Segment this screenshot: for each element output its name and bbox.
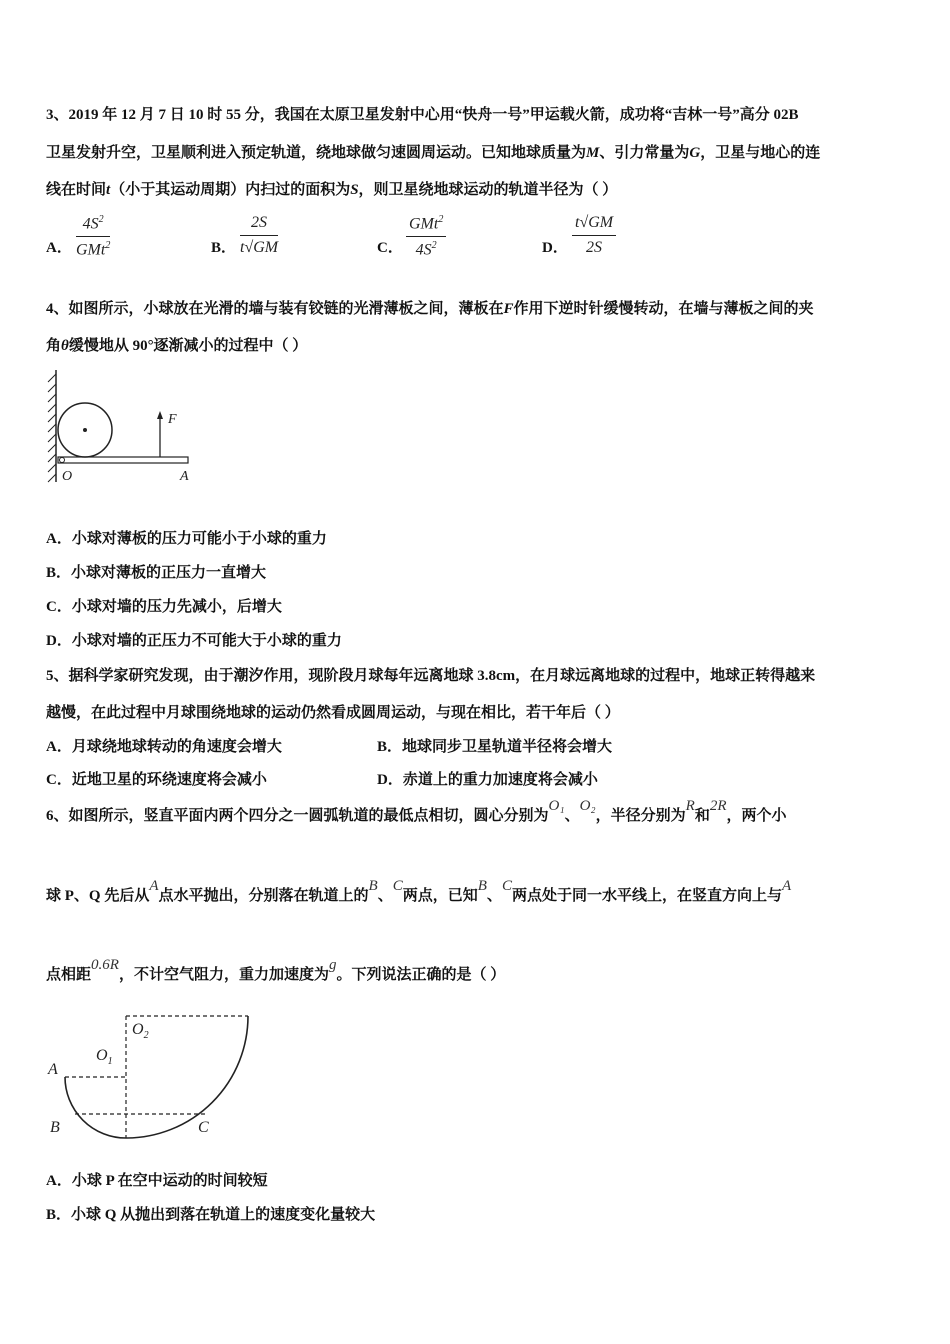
q3-line-2	[46, 141, 820, 162]
q3-line-3-text-a: 线在时间	[46, 182, 107, 198]
q6-line-3-text-a: 点相距	[46, 967, 92, 983]
q4-wall-hatching	[48, 374, 56, 482]
q6-line-2	[46, 878, 792, 905]
q3-option-c-formula	[406, 214, 446, 260]
q4-var-F: F	[503, 301, 514, 317]
q3-line-2-text-a: 卫星发射升空，卫星顺利进入预定轨道，绕地球做匀速圆周运动。已知地球质量为	[46, 145, 587, 161]
q3-option-a-num-exp: 2	[98, 214, 104, 225]
q3-option-d-letter: D．	[542, 240, 568, 256]
q3-option-c-denominator: 4S	[415, 241, 432, 259]
q6-line-2-text-b: 点水平抛出，分别落在轨道上的	[158, 888, 369, 904]
q3-var-M: M	[586, 145, 600, 161]
q6-label-B: B	[50, 1119, 60, 1136]
q3-option-c-numerator: GMt	[409, 215, 439, 233]
q4-figure	[44, 366, 204, 488]
q6-label-C: C	[198, 1119, 209, 1136]
q3-line-2-text-c: ，卫星与地心的连	[700, 145, 821, 161]
q6-var-R: R	[685, 798, 695, 814]
q3-line-2-text-b: 、引力常量为	[599, 145, 690, 161]
q6-line-2-sep-2: 、	[486, 888, 502, 904]
q5-option-a: A．月球绕地球转动的角速度会增大	[46, 739, 282, 755]
q6-var-B: B	[368, 878, 378, 894]
q3-var-t: t	[106, 182, 111, 198]
q4-line-1-text-b: 作用下逆时针缓慢转动，在墙与薄板之间的夹	[513, 301, 814, 317]
q3-option-d-denominator: 2S	[586, 239, 603, 256]
q6-line-3-text-b: ，不计空气阻力，重力加速度为	[118, 967, 329, 983]
q5-line-1: 5、据科学家研究发现，由于潮汐作用，现阶段月球每年远离地球 3.8cm，在月球远离地球的过程中，地球正转得越来	[46, 668, 816, 684]
q3-option-c-letter: C．	[377, 240, 403, 256]
q3-var-G: G	[689, 145, 701, 161]
q3-option-b-letter: B．	[211, 240, 237, 256]
q3-line-3	[46, 178, 617, 199]
q6-var-O1: O₁	[548, 798, 565, 814]
q6-line-1-sep: 、	[564, 808, 580, 824]
q3-option-a-formula	[76, 214, 110, 260]
q6-line-2-text-d: 两点处于同一水平线上，在竖直方向上与	[511, 888, 782, 904]
q6-line-2-text-c: 两点，已知	[402, 888, 478, 904]
q6-label-O2	[132, 1021, 149, 1041]
q6-var-B-2: B	[477, 878, 487, 894]
q6-label-A: A	[48, 1061, 58, 1078]
q6-label-O1-letter: O	[96, 1047, 108, 1064]
q4-ball-center	[83, 428, 87, 432]
q4-option-a: A．小球对薄板的压力可能小于小球的重力	[46, 531, 327, 547]
q6-var-A-2: A	[781, 878, 792, 894]
q3-option-a-den-exp: 2	[105, 240, 111, 252]
q4-option-b: B．小球对薄板的正压力一直增大	[46, 565, 267, 581]
q6-label-O2-letter: O	[132, 1021, 144, 1038]
q6-label-O1-sub: 1	[107, 1056, 113, 1067]
q6-line-3-text-c: 。下列说法正确的是（ ）	[336, 967, 506, 983]
q6-var-C-2: C	[501, 878, 512, 894]
q3-option-b-formula	[240, 214, 278, 257]
q3-option-c-den-exp: 2	[431, 240, 437, 252]
q6-var-A: A	[149, 878, 159, 894]
q4-option-d: D．小球对墙的正压力不可能大于小球的重力	[46, 633, 342, 649]
q4-label-F: F	[168, 412, 177, 427]
q6-label-O1	[96, 1047, 113, 1067]
q6-small-arc	[65, 1077, 126, 1138]
q4-label-A: A	[180, 469, 189, 484]
q6-line-1	[46, 798, 787, 825]
q3-option-a-letter: A．	[46, 240, 72, 256]
q4-board	[58, 457, 188, 463]
q3-option-a-denominator: GMt	[76, 241, 106, 259]
q6-line-1-text-c: ，两个小	[726, 808, 787, 824]
q5-option-b: B．地球同步卫星轨道半径将会增大	[377, 739, 613, 755]
q6-var-O2: O₂	[579, 798, 596, 814]
q4-option-c: C．小球对墙的压力先减小，后增大	[46, 599, 282, 615]
q4-force-arrowhead	[157, 411, 163, 419]
q3-line-3-text-c: ，则卫星绕地球运动的轨道半径为（ ）	[358, 182, 618, 198]
q3-option-b-numerator: 2S	[240, 214, 278, 236]
q3-line-3-text-b: （小于其运动周期）内扫过的面积为	[110, 182, 351, 198]
q5-line-2: 越慢，在此过程中月球围绕地球的运动仍然看成圆周运动，与现在相比，若干年后（ ）	[46, 705, 620, 721]
q4-label-O: O	[62, 469, 73, 484]
q6-line-1-and: 和	[694, 808, 710, 824]
q6-figure	[44, 1008, 264, 1146]
q3-var-S: S	[350, 182, 359, 198]
q6-option-b: B．小球 Q 从抛出到落在轨道上的速度变化量较大	[46, 1207, 376, 1223]
q6-line-2-sep: 、	[377, 888, 393, 904]
q6-var-0-6R: 0.6R	[91, 957, 119, 973]
q4-line-2	[46, 334, 307, 355]
q6-var-C: C	[392, 878, 403, 894]
q3-option-b-denominator: t√GM	[240, 239, 279, 256]
q6-option-a: A．小球 P 在空中运动的时间较短	[46, 1173, 268, 1189]
q6-var-2R: 2R	[709, 798, 727, 814]
q3-option-a-numerator: 4S	[82, 215, 99, 233]
q6-label-O2-sub: 2	[143, 1030, 149, 1041]
q6-line-1-text-a: 6、如图所示，竖直平面内两个四分之一圆弧轨道的最低点相切，圆心分别为	[46, 808, 549, 824]
q3-option-c-num-exp: 2	[438, 214, 444, 225]
q4-line-1-text-a: 4、如图所示，小球放在光滑的墙与装有铰链的光滑薄板之间，薄板在	[46, 301, 504, 317]
q4-hinge	[60, 458, 65, 463]
q5-option-d: D．赤道上的重力加速度将会减小	[377, 772, 598, 788]
q4-var-theta: θ	[61, 338, 69, 354]
q5-option-c: C．近地卫星的环绕速度将会减小	[46, 772, 267, 788]
q3-line-1: 3、2019 年 12 月 7 日 10 时 55 分，我国在太原卫星发射中心用“快舟一号”甲运载火箭，成功将“吉林一号”高分 02B	[46, 107, 799, 123]
q3-option-d-numerator: t√GM	[572, 214, 616, 236]
q6-line-2-text-a: 球 P、Q 先后从	[46, 888, 150, 904]
q4-line-1	[46, 297, 814, 318]
q6-line-3	[46, 957, 506, 984]
q6-line-1-text-b: ，半径分别为	[595, 808, 686, 824]
q6-var-g: g	[328, 957, 337, 973]
q4-line-2-text-a: 角	[46, 338, 62, 354]
q4-line-2-text-b: 缓慢地从 90°逐渐减小的过程中（ ）	[68, 338, 308, 354]
q3-option-d-formula	[572, 214, 616, 257]
